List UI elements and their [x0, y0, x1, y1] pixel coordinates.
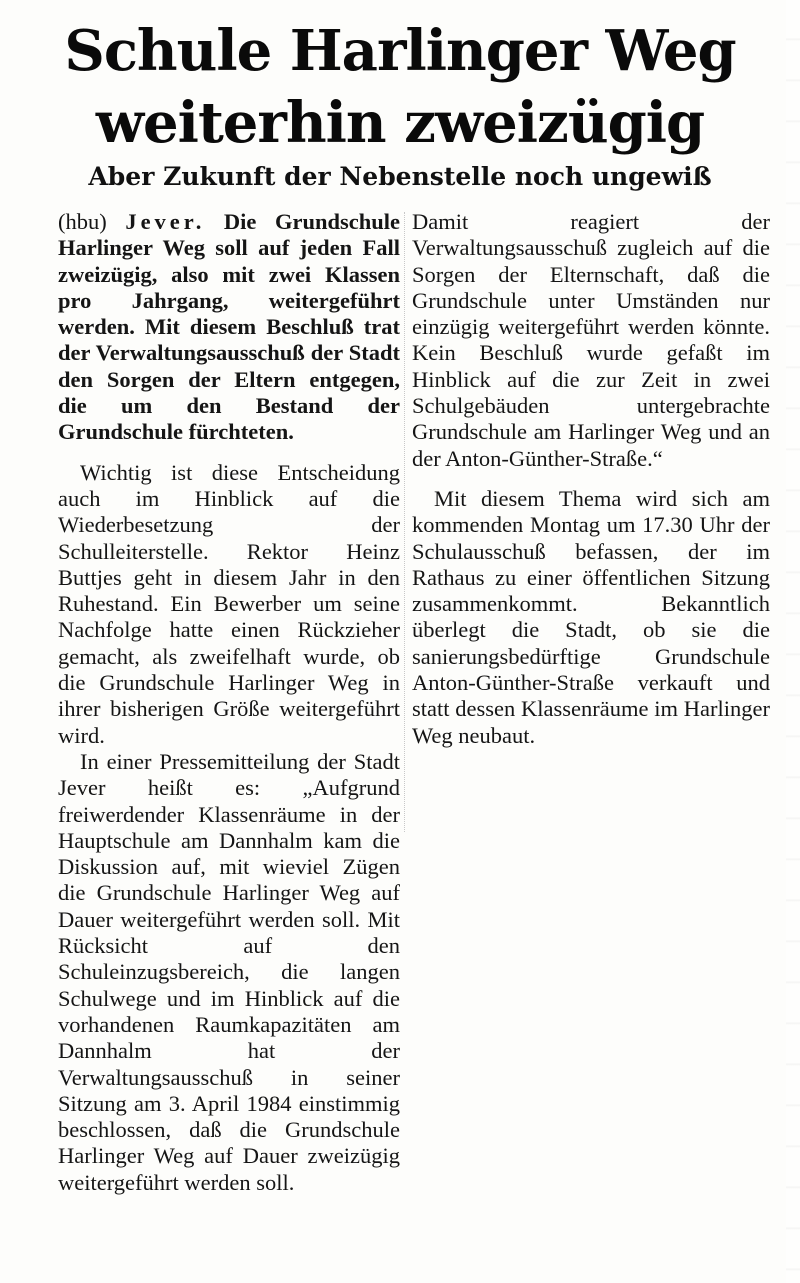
article-column-left — [58, 209, 400, 1196]
subheadline: Aber Zukunft der Nebenstelle noch ungewiß — [88, 162, 712, 191]
headline-line-2: weiterhin zweizügig — [95, 90, 705, 156]
scan-edge — [786, 0, 800, 1283]
column-divider — [404, 212, 405, 832]
headline-line-1: Schule Harlinger Weg — [64, 18, 736, 84]
dateline: Jever. — [125, 209, 206, 234]
byline: (hbu) — [58, 209, 107, 234]
lead-text: Die Grundschule Harlinger Weg soll auf jeden Fall zweizügig, also mit zwei Klassen pro Jahrgang, weitergeführt werden. Mit diesem Beschluß trat der Verwaltungsausschuß der Stadt den Sorgen der Eltern entgegen, die um den Bestand der Grundschule fürchteten. — [58, 209, 400, 445]
article-column-right — [412, 209, 770, 749]
lead-paragraph — [58, 209, 400, 446]
body-paragraph: In einer Pressemitteilung der Stadt Jever heißt es: „Aufgrund freiwerdender Klassenräume in der Hauptschule am Dannhalm kam die Diskussion auf, mit wieviel Zügen die Grundschule Harlinger Weg auf Dauer weitergeführt werden soll. Mit Rücksicht auf den Schuleinzugsbereich, die langen Schulwege und im Hinblick auf die vorhandenen Raumkapazitäten am Dannhalm hat der Verwaltungsausschuß in seiner Sitzung am 3. April 1984 einstimmig beschlossen, daß die Grundschule Harlinger Weg auf Dauer zweizügig weitergeführt werden soll. — [58, 748, 400, 1195]
body-paragraph: Wichtig ist diese Entscheidung auch im Hinblick auf die Wiederbesetzung der Schulleiterstelle. Rektor Heinz Buttjes geht in diesem Jahr in den Ruhestand. Ein Bewerber um seine Nachfolge hatte einen Rückzieher gemacht, als zweifelhaft wurde, ob die Grundschule Harlinger Weg in ihrer bisherigen Größe weitergeführt wird. — [58, 459, 400, 748]
body-paragraph: Damit reagiert der Verwaltungsausschuß zugleich auf die Sorgen der Elternschaft, daß die Grundschule unter Umständen nur einzügig weitergeführt werden könnte. Kein Beschluß wurde gefaßt im Hinblick auf die zur Zeit in zwei Schulgebäuden untergebrachte Grundschule am Harlinger Weg und an der Anton-Günther-Straße.“ — [412, 209, 770, 471]
body-paragraph: Mit diesem Thema wird sich am kommenden Montag um 17.30 Uhr der Schulausschuß befassen, der im Rathaus zu einer öffentlichen Sitzung zusammenkommt. Bekanntlich überlegt die Stadt, ob sie die sanierungsbedürftige Grundschule Anton-Günther-Straße verkauft und statt dessen Klassenräume im Harlinger Weg neubaut. — [412, 485, 770, 748]
